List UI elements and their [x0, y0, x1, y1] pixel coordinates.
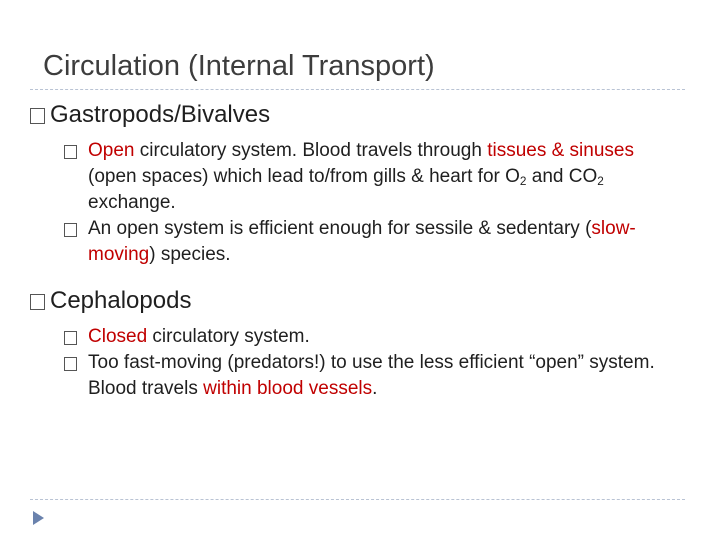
bullet-box-icon — [30, 294, 45, 310]
bullet-box-icon — [64, 331, 77, 345]
subscript-2: 2 — [519, 174, 527, 188]
text-segment: ) species. — [149, 244, 231, 265]
text-segment: . — [372, 378, 378, 399]
bullet-cephalopods — [30, 287, 191, 315]
text-closed: Closed — [88, 326, 148, 347]
bullet-box-icon — [64, 145, 77, 159]
cephalopods-details — [63, 324, 673, 402]
subscript-2: 2 — [597, 174, 604, 188]
text-slow-moving: slow-moving — [88, 218, 636, 265]
section-heading-gastropods: Gastropods/Bivalves — [50, 101, 271, 128]
bullet-gastropods — [30, 101, 270, 129]
gastropods-details — [63, 138, 673, 268]
play-triangle-icon[interactable] — [33, 511, 44, 525]
section-heading-cephalopods: Cephalopods — [50, 287, 192, 314]
text-segment: (open spaces) which lead to/from gills & heart for O — [88, 166, 520, 187]
text-segment: circulatory system. Blood travels through — [134, 140, 488, 161]
title-divider — [30, 89, 685, 90]
list-item — [63, 216, 673, 268]
list-item — [63, 324, 673, 350]
text-segment: An open system is efficient enough for sessile & sedentary ( — [88, 218, 592, 239]
bullet-box-icon — [30, 108, 45, 124]
text-segment: exchange. — [88, 192, 176, 213]
bullet-box-icon — [64, 357, 77, 371]
bullet-box-icon — [64, 223, 77, 237]
list-item — [63, 138, 673, 216]
list-item — [63, 350, 673, 402]
text-within-blood-vessels: within blood vessels — [203, 378, 373, 399]
text-tissues-sinuses: tissues & sinuses — [487, 140, 634, 161]
text-segment: and CO — [526, 166, 598, 187]
text-segment: circulatory system. — [147, 326, 310, 347]
footer-divider — [30, 499, 685, 500]
text-segment: Too fast-moving (predators!) to use the less efficient “open” system. Blood travels — [88, 352, 655, 399]
text-open: Open — [88, 140, 135, 161]
slide-title: Circulation (Internal Transport) — [43, 50, 435, 82]
